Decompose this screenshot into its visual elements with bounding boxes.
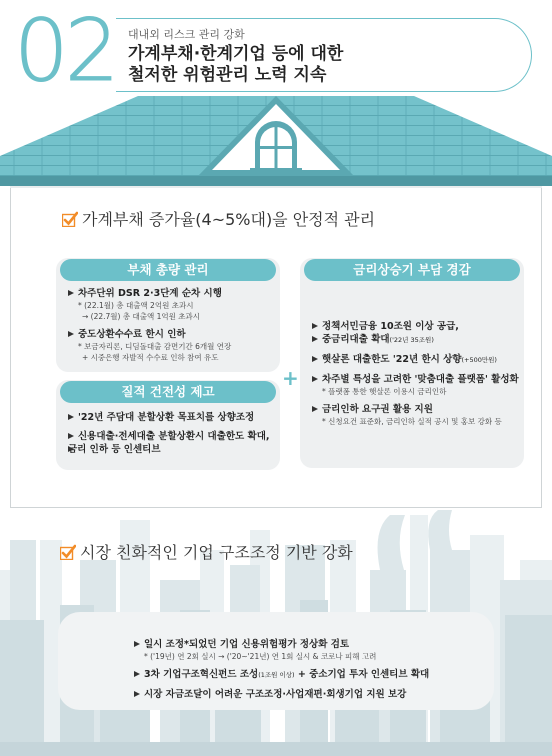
list-item: 금리인하 요구권 활용 지원 — [312, 403, 522, 416]
list-item: 중도상환수수료 한시 인하 — [68, 328, 274, 341]
section2-items — [134, 638, 484, 701]
panel-debt-label: 부채 총량 관리 — [60, 259, 276, 281]
header-subtitle: 대내외 리스크 관리 강화 — [128, 28, 245, 41]
item-note: * (22.1월) 총 대출액 2억원 초과시 — [78, 301, 194, 310]
header-title — [128, 44, 343, 86]
list-item: 햇살론 대출한도 '22년 한시 상향(+500만원) — [312, 353, 522, 367]
list-item: 시장 자금조달이 어려운 구조조정·사업재편·회생기업 지원 보강 — [134, 688, 484, 701]
item-note: * 신청요건 표준화, 금리인하 실적 공시 및 홍보 강화 등 — [322, 417, 502, 426]
item-note: * 플랫폼 통한 햇살론 이용시 금리인하 — [322, 387, 447, 396]
item-note: + 시중은행 자발적 수수료 인하 참여 유도 — [82, 353, 219, 362]
section1-title-text: 가계부채 증가율(4~5%대)을 안정적 관리 — [82, 210, 376, 229]
panel-rate-label: 금리상승기 부담 경감 — [304, 259, 520, 281]
section2-title-text: 시장 친화적인 기업 구조조정 기반 강화 — [80, 543, 353, 562]
section2-title — [60, 540, 353, 563]
list-item: 정책서민금융 10조원 이상 공급, — [312, 320, 522, 333]
item-note: * 보금자리론, 디딤돌대출 감면기간 6개월 연장 — [78, 342, 232, 351]
list-item: '22년 주담대 분할상환 목표치를 상향조정 — [68, 411, 278, 424]
checkbox-check-icon — [60, 544, 76, 560]
list-item: 차주단위 DSR 2·3단계 순차 시행 — [68, 287, 274, 300]
list-item: 신용대출·전세대출 분할상환시 대출한도 확대, — [68, 430, 278, 443]
panel-debt-items — [68, 287, 274, 363]
panel-quality-items — [68, 411, 278, 456]
list-item-continued: 중금리대출 확대('22년 35조원) — [312, 333, 522, 347]
list-item: 3차 기업구조혁신펀드 조성(1조원 이상) + 중소기업 투자 인센티브 확대 — [134, 668, 484, 682]
panel-rate-items — [312, 320, 522, 427]
list-item-continued: 금리 인하 등 인센티브 — [68, 443, 278, 456]
item-note: * ('19년) 연 2회 실시 → ('20~'21년) 연 1회 실시 & 코로나 피해 고려 — [144, 652, 377, 661]
section1-title — [62, 207, 375, 230]
header-title-line2: 철저한 위험관리 노력 지속 — [128, 65, 327, 85]
list-item: 일시 조정*되었던 기업 신용위험평가 정상화 검토 — [134, 638, 484, 651]
list-item: 차주별 특성을 고려한 '맞춤대출 플랫폼' 활성화 — [312, 373, 522, 386]
item-note: → (22.7월) 총 대출액 1억원 초과시 — [82, 312, 200, 321]
panel-quality-label: 질적 건전성 제고 — [60, 381, 276, 403]
chapter-number: 02 — [14, 1, 116, 101]
plus-sign: + — [282, 366, 299, 390]
checkbox-check-icon — [62, 211, 78, 227]
header-title-line1: 가계부채·한계기업 등에 대한 — [128, 44, 344, 64]
